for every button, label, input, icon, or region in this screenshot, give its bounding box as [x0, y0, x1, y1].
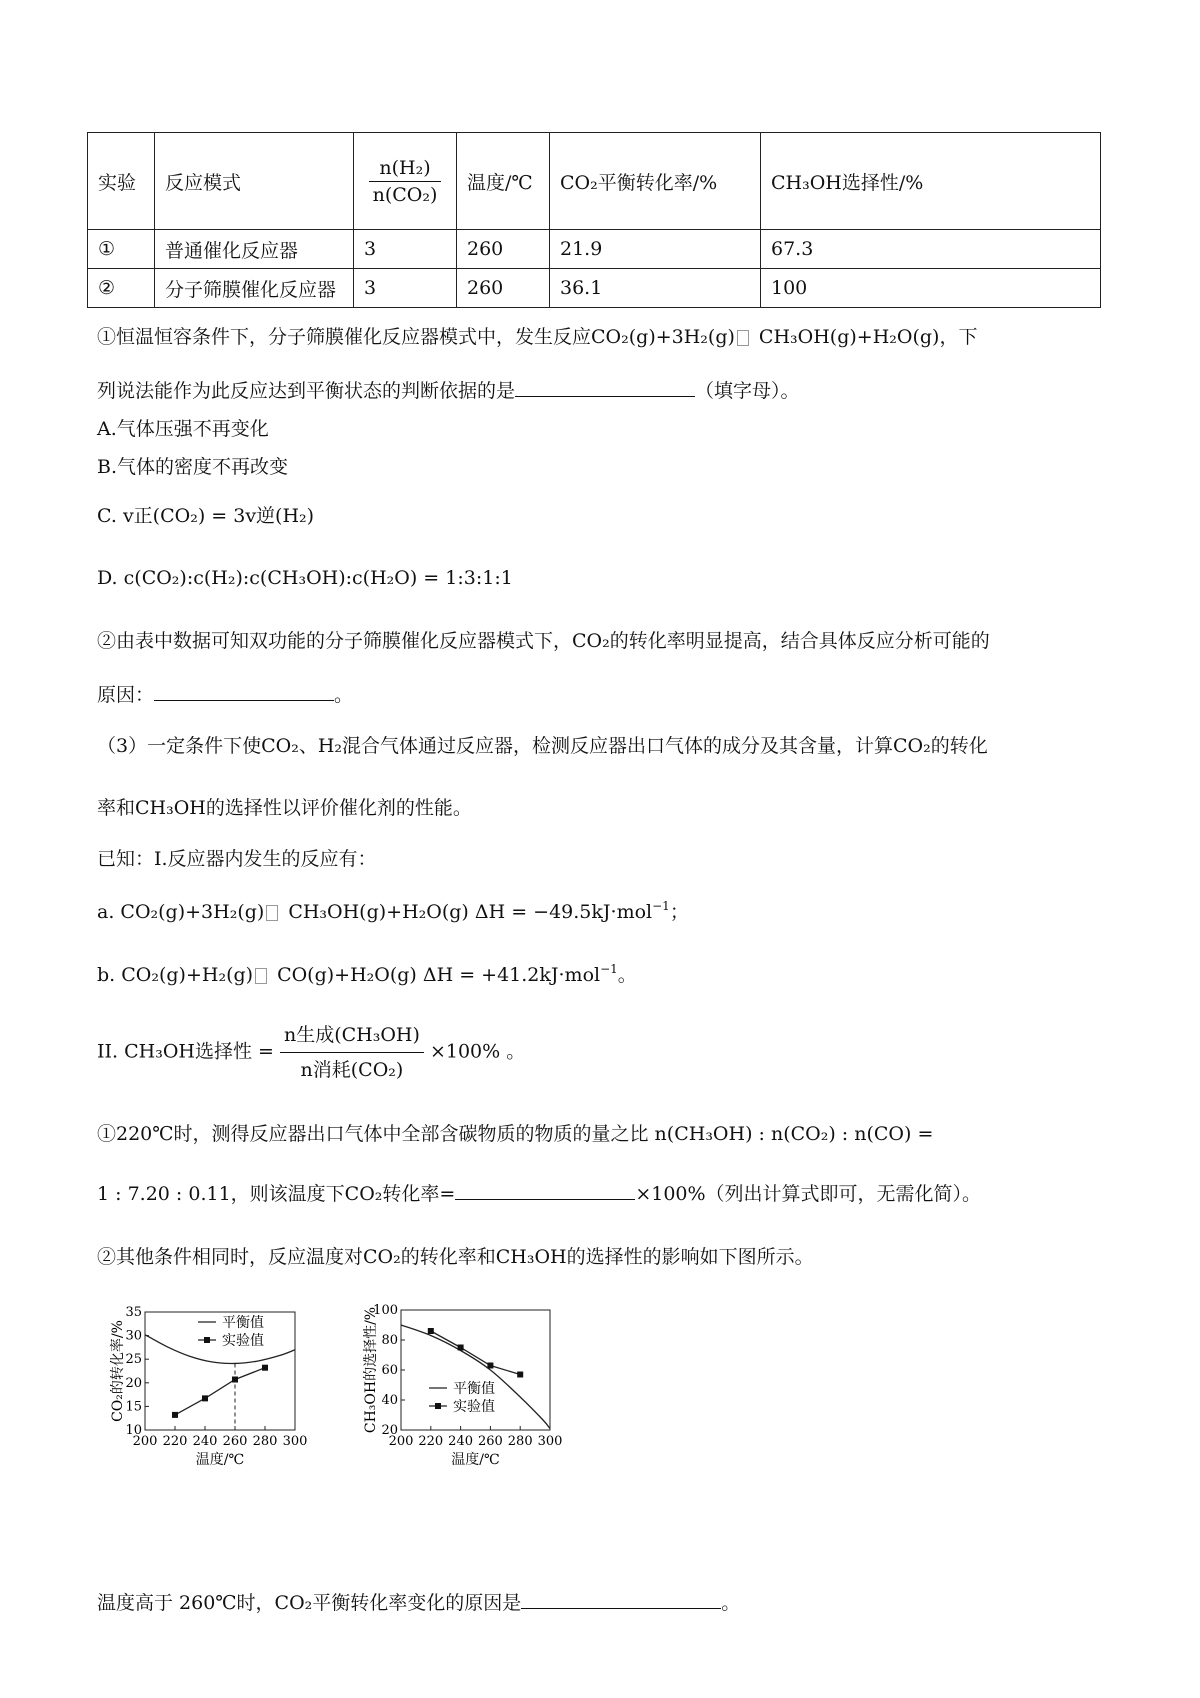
- q1-text-tail: ，下: [939, 326, 978, 348]
- reaction-b-left: b. CO₂(g)+H₂(g): [97, 964, 254, 986]
- y-tick-label: 60: [381, 1363, 398, 1378]
- answer-blank[interactable]: [515, 378, 695, 397]
- q2-line2-tail: 。: [334, 684, 354, 706]
- answer-blank[interactable]: [455, 1181, 635, 1200]
- q2-line1: ②由表中数据可知双功能的分子筛膜催化反应器模式下，CO₂的转化率明显提高，结合具体反应分析可能的: [97, 630, 990, 652]
- legend-marker: [204, 1337, 210, 1343]
- data-point: [458, 1345, 464, 1351]
- selectivity-numerator: n生成(CH₃OH): [280, 1020, 424, 1053]
- x-tick-label: 300: [537, 1434, 563, 1449]
- x-tick-label: 240: [448, 1434, 474, 1449]
- ratio-denominator: n(CO₂): [372, 183, 438, 206]
- cell-sel: 67.3: [761, 230, 1101, 269]
- x-tick-label: 260: [222, 1434, 248, 1449]
- legend-label: 实验值: [222, 1333, 264, 1349]
- x-tick-label: 300: [282, 1434, 308, 1449]
- data-point: [517, 1372, 523, 1378]
- cell-id: ①: [88, 230, 155, 269]
- y-tick-label: 20: [125, 1375, 142, 1391]
- y-axis-label: CO₂的转化率/%: [110, 1320, 126, 1422]
- x-axis-label: 温度/℃: [195, 1452, 245, 1468]
- legend-label: 平衡值: [222, 1315, 264, 1331]
- y-tick-label: 40: [381, 1393, 398, 1408]
- equilibrium-arrow-icon: [737, 330, 749, 346]
- q3-line1: ①220℃时，测得反应器出口气体中全部含碳物质的物质的量之比 n(CH₃OH) : n(CO₂) : n(CO) =: [97, 1123, 934, 1145]
- q2-line2: [97, 682, 353, 708]
- series-line-equilibrium: [145, 1335, 295, 1364]
- cell-temp: 260: [457, 230, 550, 269]
- y-axis-label: CH₃OH的选择性/%: [363, 1306, 379, 1434]
- table-row: [88, 230, 1101, 269]
- data-point: [172, 1412, 178, 1418]
- reaction-b-right: CO(g)+H₂O(g) ΔH = +41.2kJ·mol: [277, 964, 601, 986]
- answer-blank[interactable]: [521, 1590, 721, 1609]
- q1-equation-right: CH₃OH(g)+H₂O(g): [758, 326, 940, 348]
- option-a: A.气体压强不再变化: [97, 418, 269, 440]
- q3-line2-tail: ×100%（列出计算式即可，无需化简）。: [635, 1183, 982, 1205]
- cell-temp: 260: [457, 269, 550, 308]
- q1-line2: [97, 378, 800, 404]
- q2-line2-text: 原因：: [97, 684, 155, 706]
- option-d: D. c(CO₂):c(H₂):c(CH₃OH):c(H₂O) = 1:3:1:1: [97, 567, 513, 589]
- legend-label: 实验值: [453, 1399, 495, 1415]
- x-tick-label: 280: [252, 1434, 278, 1449]
- q1-equation-left: CO₂(g)+3H₂(g): [591, 326, 735, 348]
- option-c: C. v正(CO₂) = 3v逆(H₂): [97, 505, 315, 527]
- data-point: [262, 1365, 268, 1371]
- selectivity-denominator: n消耗(CO₂): [300, 1059, 404, 1081]
- final-question-text: 温度高于 260℃时，CO₂平衡转化率变化的原因是: [97, 1592, 522, 1614]
- header-experiment: 实验: [88, 133, 155, 230]
- table-header-row: [88, 133, 1101, 230]
- reaction-b-tail: 。: [617, 964, 637, 986]
- experiment-table: [87, 132, 1101, 308]
- q1-line2-text: 列说法能作为此反应达到平衡状态的判断依据的是: [97, 380, 516, 402]
- reaction-a: [97, 899, 689, 925]
- legend-label: 平衡值: [453, 1381, 495, 1397]
- y-tick-label: 25: [125, 1352, 142, 1368]
- cell-conv: 36.1: [550, 269, 761, 308]
- answer-blank[interactable]: [154, 682, 334, 701]
- ratio-fraction: [369, 157, 442, 206]
- y-tick-label: 100: [373, 1303, 398, 1318]
- data-point: [202, 1395, 208, 1401]
- x-tick-label: 240: [192, 1434, 218, 1449]
- known-line: 已知：I.反应器内发生的反应有：: [97, 848, 377, 870]
- reaction-b-exponent: −1: [600, 962, 618, 976]
- equilibrium-arrow-icon: [266, 905, 278, 921]
- selectivity-prefix: II. CH₃OH选择性 =: [97, 1040, 274, 1063]
- reaction-a-exponent: −1: [652, 899, 670, 913]
- series-line-experimental: [431, 1331, 520, 1375]
- final-question-tail: 。: [721, 1592, 741, 1614]
- y-tick-label: 20: [381, 1423, 398, 1438]
- y-tick-label: 10: [125, 1423, 142, 1438]
- q3-line2-text: 1 : 7.20 : 0.11，则该温度下CO₂转化率=: [97, 1183, 456, 1205]
- p3-line2: 率和CH₃OH的选择性以评价催化剂的性能。: [97, 797, 472, 819]
- x-tick-label: 200: [132, 1434, 158, 1449]
- plot-frame: [145, 1312, 295, 1430]
- data-point: [232, 1376, 238, 1382]
- equilibrium-arrow-icon: [255, 968, 267, 984]
- cell-ratio: 3: [354, 269, 457, 308]
- option-b: B.气体的密度不再改变: [97, 456, 289, 478]
- co2-conversion-chart: [100, 1302, 395, 1492]
- table-row: [88, 269, 1101, 308]
- x-tick-label: 220: [162, 1434, 188, 1449]
- reaction-a-left: a. CO₂(g)+3H₂(g): [97, 901, 265, 923]
- ratio-numerator: n(H₂): [369, 157, 442, 182]
- legend-marker: [435, 1403, 441, 1409]
- q1-text: ①恒温恒容条件下，分子筛膜催化反应器模式中，发生反应: [97, 326, 592, 348]
- header-co2-conversion: CO₂平衡转化率/%: [550, 133, 761, 230]
- selectivity-fraction: [280, 1020, 424, 1085]
- selectivity-suffix: ×100% 。: [429, 1040, 526, 1063]
- x-axis-label: 温度/℃: [451, 1452, 500, 1468]
- header-ch3oh-selectivity: CH₃OH选择性/%: [761, 133, 1101, 230]
- cell-sel: 100: [761, 269, 1101, 308]
- q4-line1: ②其他条件相同时，反应温度对CO₂的转化率和CH₃OH的选择性的影响如下图所示。: [97, 1246, 814, 1268]
- ch3oh-selectivity-chart: [363, 1302, 615, 1492]
- header-temp: 温度/℃: [457, 133, 550, 230]
- final-question: [97, 1590, 740, 1616]
- cell-mode: 分子筛膜催化反应器: [155, 269, 354, 308]
- data-point: [487, 1363, 493, 1369]
- y-tick-label: 15: [125, 1399, 142, 1415]
- cell-conv: 21.9: [550, 230, 761, 269]
- cell-ratio: 3: [354, 230, 457, 269]
- reaction-b: [97, 962, 637, 988]
- selectivity-definition: [97, 1020, 525, 1085]
- x-tick-label: 220: [418, 1434, 444, 1449]
- reaction-a-tail: ；: [669, 901, 689, 923]
- header-mode: 反应模式: [155, 133, 354, 230]
- reaction-a-right: CH₃OH(g)+H₂O(g) ΔH = −49.5kJ·mol: [288, 901, 653, 923]
- cell-mode: 普通催化反应器: [155, 230, 354, 269]
- data-point: [428, 1328, 434, 1334]
- y-tick-label: 35: [125, 1305, 142, 1320]
- series-line-experimental: [175, 1368, 265, 1415]
- header-ratio: [354, 133, 457, 230]
- x-tick-label: 280: [507, 1434, 533, 1449]
- x-tick-label: 200: [388, 1434, 414, 1449]
- cell-id: ②: [88, 269, 155, 308]
- q3-line2: [97, 1181, 981, 1207]
- q1-line2-tail: （填字母）。: [695, 380, 800, 402]
- p3-line1: （3）一定条件下使CO₂、H₂混合气体通过反应器，检测反应器出口气体的成分及其含量，计算CO₂的转化: [97, 735, 988, 757]
- x-tick-label: 260: [477, 1434, 503, 1449]
- q1-line1: [97, 324, 977, 350]
- y-tick-label: 30: [125, 1328, 142, 1344]
- y-tick-label: 80: [381, 1333, 398, 1348]
